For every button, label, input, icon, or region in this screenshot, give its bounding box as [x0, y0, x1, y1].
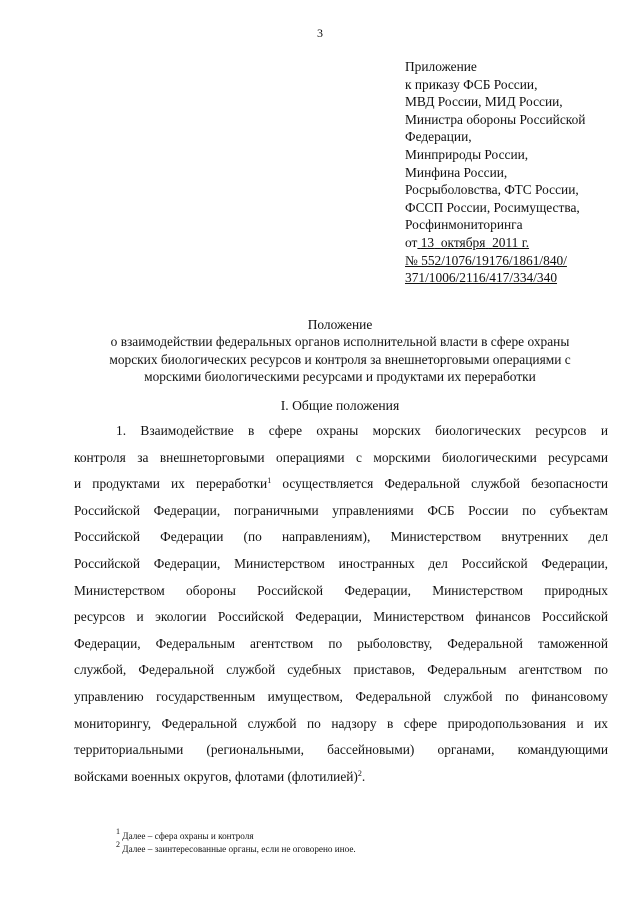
- document-title: [60, 316, 620, 386]
- footnote: [116, 840, 596, 856]
- title-heading: Положение: [307, 317, 373, 332]
- paragraph-line: территориальными (региональными, бассейновыми) органами, командующими: [74, 742, 608, 758]
- order-date: [405, 234, 630, 252]
- appendix-line: Минфина России,: [405, 164, 508, 180]
- paragraph-line: 1. Взаимодействие в сфере охраны морских биологических ресурсов и: [116, 423, 608, 438]
- paragraph-line: мониторингу, Федеральной службой по надзору в сфере природопользования и их: [74, 715, 608, 731]
- section-heading: I. Общие положения: [280, 398, 400, 413]
- title-subtitle-line: морскими биологическими ресурсами и продуктами их переработки: [144, 369, 536, 385]
- order-date-day: 13: [420, 234, 435, 250]
- paragraph-line: Российской Федерации, Министерством иностранных дел Российской Федерации,: [74, 555, 608, 571]
- paragraph-line: Российской Федерации, пограничными управлениями ФСБ России по субъектам: [74, 502, 608, 518]
- paragraph-1: [74, 418, 608, 790]
- appendix-line: Министра обороны Российской: [405, 111, 586, 127]
- order-date-prefix: от: [405, 234, 418, 250]
- appendix-line: Приложение: [405, 59, 477, 74]
- footnote-ref: 2: [357, 768, 362, 778]
- footnote-mark: 2: [116, 840, 120, 849]
- order-date-month: октября: [440, 234, 486, 250]
- order-number-line: № 552/1076/19176/1861/840/: [405, 252, 567, 268]
- appendix-line: Росрыболовства, ФТС России,: [405, 182, 579, 198]
- footnote-mark: 1: [116, 827, 120, 836]
- appendix-line: Федерации,: [405, 129, 472, 145]
- paragraph-line: службой, Федеральной службой судебных приставов, Федеральным агентством по: [74, 662, 608, 678]
- paragraph-line: Министерством обороны Российской Федерации, Министерством природных: [74, 582, 608, 598]
- title-subtitle-line: морских биологических ресурсов и контроля за внешнеторговыми операциями с: [109, 351, 571, 367]
- order-date-year: 2011 г.: [492, 234, 530, 250]
- footnote-text: Далее – сфера охраны и контроля: [122, 831, 254, 841]
- order-number-line: 371/1006/2116/417/334/340: [405, 270, 558, 286]
- appendix-line: Росфинмониторинга: [405, 217, 523, 233]
- appendix-line: МВД России, МИД России,: [405, 94, 563, 110]
- paragraph-line: Федерации, Федеральным агентством по рыболовству, Федеральной таможенной: [74, 635, 608, 651]
- paragraph-line: контроля за внешнеторговыми операциями с морскими биологическими ресурсами: [74, 449, 608, 465]
- paragraph-line: ресурсов и экологии Российской Федерации, Министерством финансов Российской: [74, 609, 608, 625]
- appendix-block: [405, 58, 630, 287]
- footnote-ref: 1: [267, 476, 272, 486]
- appendix-line: ФССП России, Росимущества,: [405, 199, 580, 215]
- paragraph-line: и продуктами их переработки$^1$ осуществляется Федеральной службой безопасности: [74, 476, 608, 492]
- paragraph-line: Российской Федерации (по направлениям), Министерством внутренних дел: [74, 529, 608, 545]
- title-subtitle-line: о взаимодействии федеральных органов исполнительной власти в сфере охраны: [110, 334, 570, 350]
- paragraph-line: войсками военных округов, флотами (флотилией)$^2$.: [74, 768, 366, 784]
- paragraph-line: управлению государственным имуществом, Федеральной службой по финансовому: [74, 688, 608, 704]
- footnote: [116, 827, 596, 843]
- appendix-line: к приказу ФСБ России,: [405, 76, 538, 92]
- page-number: 3: [317, 26, 323, 40]
- appendix-line: Минприроды России,: [405, 146, 529, 162]
- footnote-text: Далее – заинтересованные органы, если не оговорено иное.: [122, 844, 356, 854]
- footnotes: [116, 827, 596, 856]
